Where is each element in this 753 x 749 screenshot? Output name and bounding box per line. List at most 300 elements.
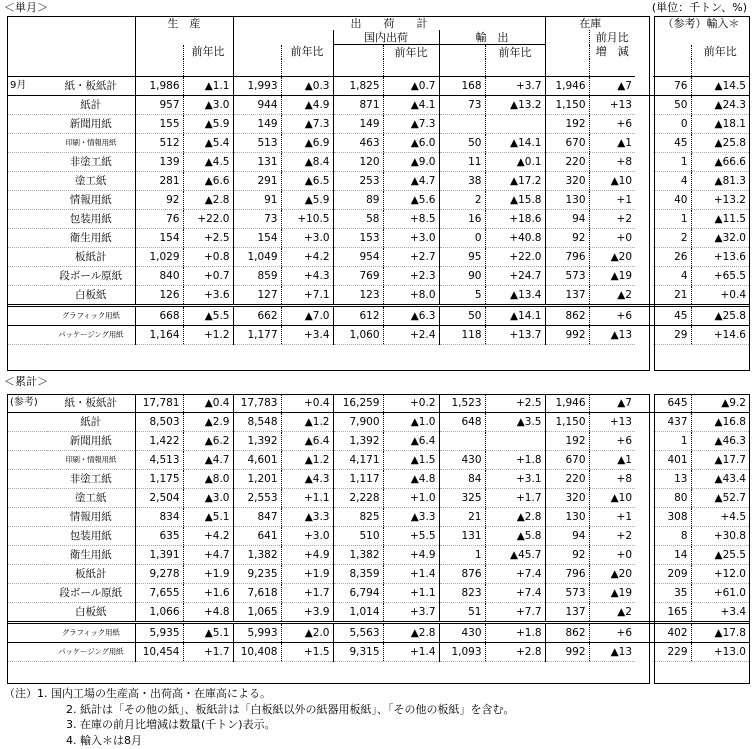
value-cell: 80 (653, 489, 691, 508)
row-label: 包装用紙 (47, 527, 135, 546)
value-cell: ▲0.4 (183, 394, 233, 413)
row-label: 衛生用紙 (47, 229, 135, 248)
value-cell: 1,201 (233, 470, 281, 489)
value-cell: 94 (545, 210, 589, 229)
value-cell: 92 (545, 229, 589, 248)
value-cell: +7.7 (485, 603, 545, 623)
value-cell: +1 (589, 508, 635, 527)
value-cell: 10,408 (233, 643, 281, 662)
value-cell: 149 (333, 115, 383, 134)
value-cell: 871 (333, 96, 383, 115)
row-label: 塗工紙 (47, 489, 135, 508)
value-cell: 1,422 (135, 432, 183, 451)
value-cell: 2,228 (333, 489, 383, 508)
value-cell: ▲10 (589, 172, 635, 191)
header-production: 生 産 (167, 16, 201, 30)
value-cell: +1.7 (183, 643, 233, 662)
value-cell: 118 (439, 326, 485, 345)
value-cell: +4.2 (281, 248, 333, 267)
value-cell: ▲13 (589, 643, 635, 662)
table-row (7, 432, 749, 451)
table-row (7, 326, 749, 345)
value-cell: 1,391 (135, 546, 183, 565)
value-cell: +1.1 (383, 584, 439, 603)
value-cell: 73 (233, 210, 281, 229)
value-cell: +4.7 (183, 546, 233, 565)
value-cell: 1,060 (333, 326, 383, 345)
value-cell: 26 (653, 248, 691, 267)
value-cell: 510 (333, 527, 383, 546)
value-cell: 126 (135, 286, 183, 306)
value-cell: 648 (439, 413, 485, 432)
value-cell: +22.0 (183, 210, 233, 229)
value-cell: ▲3.3 (383, 508, 439, 527)
value-cell: ▲13.2 (485, 96, 545, 115)
value-cell: 50 (439, 306, 485, 326)
value-cell: ▲2.8 (183, 191, 233, 210)
value-cell: +1.8 (485, 623, 545, 643)
period-cell (7, 508, 47, 527)
value-cell: 131 (233, 153, 281, 172)
value-cell: ▲6.3 (383, 306, 439, 326)
table-row (7, 286, 749, 306)
value-cell: +1.5 (281, 643, 333, 662)
period-cell (7, 565, 47, 584)
value-cell (439, 115, 485, 134)
value-cell: 155 (135, 115, 183, 134)
value-cell: ▲19 (589, 584, 635, 603)
value-cell: 1,392 (233, 432, 281, 451)
value-cell: +3.4 (691, 603, 749, 623)
value-cell: 84 (439, 470, 485, 489)
value-cell: ▲17.8 (691, 623, 749, 643)
value-cell: 4,601 (233, 451, 281, 470)
value-cell: ▲52.7 (691, 489, 749, 508)
value-cell: +3.0 (281, 229, 333, 248)
period-cell: (参考) (7, 394, 47, 413)
value-cell: 35 (653, 584, 691, 603)
value-cell: 573 (545, 584, 589, 603)
row-label: 白板紙 (47, 603, 135, 623)
value-cell: 1,065 (233, 603, 281, 623)
value-cell: ▲5.8 (485, 527, 545, 546)
value-cell: +0 (589, 229, 635, 248)
value-cell: 1,523 (439, 394, 485, 413)
row-label: 情報用紙 (47, 191, 135, 210)
value-cell: 91 (233, 191, 281, 210)
table-row (7, 267, 749, 286)
period-cell (7, 286, 47, 306)
value-cell: 1 (653, 210, 691, 229)
value-cell: ▲5.9 (281, 191, 333, 210)
row-label: 印刷・情報用紙 (47, 134, 135, 153)
value-cell: 668 (135, 306, 183, 326)
period-cell (7, 413, 47, 432)
period-cell (7, 96, 47, 115)
value-cell: 4,171 (333, 451, 383, 470)
value-cell: ▲4.1 (383, 96, 439, 115)
value-cell: 635 (135, 527, 183, 546)
row-label: 新聞用紙 (47, 432, 135, 451)
value-cell: +3.4 (281, 326, 333, 345)
value-cell: +14.6 (691, 326, 749, 345)
value-cell: 11 (439, 153, 485, 172)
value-cell: 14 (653, 546, 691, 565)
value-cell: ▲45.7 (485, 546, 545, 565)
value-cell: 992 (545, 643, 589, 662)
value-cell: +1 (589, 191, 635, 210)
value-cell: 662 (233, 306, 281, 326)
row-label: 板紙計 (47, 565, 135, 584)
value-cell: ▲14.1 (485, 134, 545, 153)
value-cell: 9,315 (333, 643, 383, 662)
value-cell: 89 (333, 191, 383, 210)
section-cumulative-label: ＜累計＞ (4, 375, 48, 388)
value-cell: +1.9 (183, 565, 233, 584)
table-row (7, 96, 749, 115)
value-cell: 130 (545, 191, 589, 210)
value-cell: 8,359 (333, 565, 383, 584)
value-cell: +8.5 (383, 210, 439, 229)
value-cell: +7.4 (485, 565, 545, 584)
value-cell: +2.4 (383, 326, 439, 345)
value-cell: ▲19 (589, 267, 635, 286)
value-cell: +3.7 (383, 603, 439, 623)
value-cell: +5.5 (383, 527, 439, 546)
value-cell: +3.9 (281, 603, 333, 623)
value-cell: 154 (233, 229, 281, 248)
period-cell (7, 584, 47, 603)
value-cell: 847 (233, 508, 281, 527)
value-cell: 76 (653, 77, 691, 96)
table-row (7, 191, 749, 210)
value-cell: 94 (545, 527, 589, 546)
value-cell: 1,986 (135, 77, 183, 96)
value-cell: 16,259 (333, 394, 383, 413)
value-cell: 90 (439, 267, 485, 286)
value-cell: 1,150 (545, 96, 589, 115)
value-cell: ▲20 (589, 565, 635, 584)
value-cell: +4.9 (281, 546, 333, 565)
value-cell (485, 115, 545, 134)
value-cell: 21 (439, 508, 485, 527)
value-cell: +13.2 (691, 191, 749, 210)
value-cell: 76 (135, 210, 183, 229)
value-cell: 17,781 (135, 394, 183, 413)
value-cell: 796 (545, 565, 589, 584)
value-cell: 463 (333, 134, 383, 153)
row-label: 新聞用紙 (47, 115, 135, 134)
period-cell (7, 489, 47, 508)
value-cell: +40.8 (485, 229, 545, 248)
value-cell: ▲1.1 (183, 77, 233, 96)
value-cell: 154 (135, 229, 183, 248)
value-cell: +0.7 (183, 267, 233, 286)
value-cell: +0.8 (183, 248, 233, 267)
header-import: （参考）輸入＊ (662, 16, 740, 30)
cumulative-table (7, 394, 749, 662)
value-cell: 1 (653, 432, 691, 451)
value-cell: ▲2.8 (485, 508, 545, 527)
value-cell: 430 (439, 451, 485, 470)
value-cell: +22.0 (485, 248, 545, 267)
value-cell: ▲0.1 (485, 153, 545, 172)
value-cell: +2.8 (485, 643, 545, 662)
table-row (7, 643, 749, 662)
header-yoy: 前年比 (691, 45, 749, 60)
table-row (7, 489, 749, 508)
value-cell: ▲1 (589, 451, 635, 470)
value-cell: 1,382 (333, 546, 383, 565)
value-cell: 7,618 (233, 584, 281, 603)
value-cell: +1.4 (383, 565, 439, 584)
monthly-table (7, 16, 749, 345)
row-label: 非塗工紙 (47, 470, 135, 489)
value-cell: 40 (653, 191, 691, 210)
value-cell: +6 (589, 623, 635, 643)
period-cell (7, 153, 47, 172)
value-cell: 859 (233, 267, 281, 286)
value-cell: +13 (589, 96, 635, 115)
value-cell: +4.8 (183, 603, 233, 623)
value-cell: ▲46.3 (691, 432, 749, 451)
value-cell: 51 (439, 603, 485, 623)
value-cell: 1,946 (545, 394, 589, 413)
value-cell: +1.2 (183, 326, 233, 345)
value-cell: 1,177 (233, 326, 281, 345)
value-cell: ▲2.0 (281, 623, 333, 643)
value-cell: 123 (333, 286, 383, 306)
value-cell: 220 (545, 153, 589, 172)
value-cell: +10.5 (281, 210, 333, 229)
table-row (7, 172, 749, 191)
value-cell: ▲6.0 (383, 134, 439, 153)
value-cell: +2.3 (383, 267, 439, 286)
value-cell: ▲8.4 (281, 153, 333, 172)
value-cell: 9,235 (233, 565, 281, 584)
row-label: パッケージング用紙 (47, 326, 135, 345)
value-cell: 5,563 (333, 623, 383, 643)
value-cell: 92 (135, 191, 183, 210)
value-cell: 4,513 (135, 451, 183, 470)
value-cell: 430 (439, 623, 485, 643)
value-cell: 2 (653, 229, 691, 248)
value-cell: ▲25.5 (691, 546, 749, 565)
value-cell: 220 (545, 470, 589, 489)
value-cell: 8,548 (233, 413, 281, 432)
value-cell: 192 (545, 432, 589, 451)
table-row (7, 565, 749, 584)
value-cell: +61.0 (691, 584, 749, 603)
value-cell: +2.5 (183, 229, 233, 248)
header-yoy: 前年比 (183, 45, 233, 60)
period-cell (7, 210, 47, 229)
value-cell: 401 (653, 451, 691, 470)
value-cell: +13 (589, 413, 635, 432)
value-cell: ▲24.3 (691, 96, 749, 115)
value-cell: +3.0 (281, 527, 333, 546)
value-cell: 50 (439, 134, 485, 153)
period-cell (7, 115, 47, 134)
value-cell: 209 (653, 565, 691, 584)
value-cell: +3.7 (485, 77, 545, 96)
value-cell: 862 (545, 306, 589, 326)
value-cell: ▲6.5 (281, 172, 333, 191)
row-label: 非塗工紙 (47, 153, 135, 172)
value-cell: 1,049 (233, 248, 281, 267)
row-label: 印刷・情報用紙 (47, 451, 135, 470)
value-cell: +0 (589, 546, 635, 565)
value-cell: ▲1.2 (281, 451, 333, 470)
value-cell: ▲9.2 (691, 394, 749, 413)
note-3: 3. 在庫の前月比増減は数量(千トン)表示。 (66, 718, 276, 731)
value-cell: +4.3 (281, 267, 333, 286)
value-cell: +1.7 (485, 489, 545, 508)
value-cell: +2.7 (383, 248, 439, 267)
cumulative-body (7, 394, 749, 662)
value-cell: +2.5 (485, 394, 545, 413)
header-export: 輸 出 (439, 30, 545, 45)
value-cell: 513 (233, 134, 281, 153)
value-cell: 16 (439, 210, 485, 229)
value-cell: 38 (439, 172, 485, 191)
value-cell: ▲1.0 (383, 413, 439, 432)
period-cell (7, 451, 47, 470)
row-label: 紙計 (47, 96, 135, 115)
value-cell: ▲8.0 (183, 470, 233, 489)
value-cell: +13.0 (691, 643, 749, 662)
header-mom-1: 前月比 (589, 30, 635, 45)
value-cell: ▲4.3 (281, 470, 333, 489)
value-cell: 320 (545, 172, 589, 191)
value-cell: 1,029 (135, 248, 183, 267)
table-row (7, 210, 749, 229)
value-cell: +4.9 (383, 546, 439, 565)
header-mom-2: 増 減 (589, 45, 635, 60)
value-cell: +24.7 (485, 267, 545, 286)
period-cell (7, 470, 47, 489)
value-cell: 13 (653, 470, 691, 489)
value-cell: +2 (589, 210, 635, 229)
value-cell: 7,900 (333, 413, 383, 432)
row-label: 情報用紙 (47, 508, 135, 527)
value-cell: +8.0 (383, 286, 439, 306)
value-cell: ▲17.2 (485, 172, 545, 191)
value-cell: ▲16.8 (691, 413, 749, 432)
value-cell: 130 (545, 508, 589, 527)
value-cell: 1 (653, 153, 691, 172)
value-cell: +8 (589, 153, 635, 172)
header-yoy: 前年比 (383, 45, 439, 60)
value-cell: 137 (545, 603, 589, 623)
row-label: 段ボール原紙 (47, 267, 135, 286)
table-row (7, 229, 749, 248)
value-cell: 9,278 (135, 565, 183, 584)
value-cell: 670 (545, 451, 589, 470)
period-cell (7, 134, 47, 153)
value-cell: 796 (545, 248, 589, 267)
value-cell: 1 (439, 546, 485, 565)
value-cell: +30.8 (691, 527, 749, 546)
value-cell: ▲2 (589, 603, 635, 623)
value-cell: ▲3.3 (281, 508, 333, 527)
unit-label: (単位：千トン、%) (651, 1, 747, 14)
period-cell (7, 191, 47, 210)
value-cell: ▲7 (589, 394, 635, 413)
note-1: （注）1. 国内工場の生産高・出荷高・在庫高による。 (4, 687, 271, 700)
value-cell: 58 (333, 210, 383, 229)
monthly-header (7, 16, 749, 77)
period-cell (7, 306, 47, 326)
notes (4, 686, 515, 748)
value-cell: ▲6.2 (183, 432, 233, 451)
value-cell: 120 (333, 153, 383, 172)
value-cell: 192 (545, 115, 589, 134)
value-cell: 512 (135, 134, 183, 153)
value-cell: ▲5.9 (183, 115, 233, 134)
period-cell (7, 527, 47, 546)
value-cell: ▲6.4 (281, 432, 333, 451)
value-cell: 5,993 (233, 623, 281, 643)
value-cell: 1,825 (333, 77, 383, 96)
value-cell: +6 (589, 115, 635, 134)
value-cell: 1,993 (233, 77, 281, 96)
value-cell: ▲3.0 (183, 489, 233, 508)
table-row (7, 115, 749, 134)
value-cell: ▲5.6 (383, 191, 439, 210)
period-cell (7, 267, 47, 286)
value-cell (485, 432, 545, 451)
row-label: 紙・板紙計 (47, 77, 135, 96)
value-cell: ▲1.5 (383, 451, 439, 470)
value-cell: 253 (333, 172, 383, 191)
value-cell: 5,935 (135, 623, 183, 643)
value-cell: +18.6 (485, 210, 545, 229)
value-cell: 149 (233, 115, 281, 134)
value-cell: 0 (439, 229, 485, 248)
value-cell: 6,794 (333, 584, 383, 603)
note-4: 4. 輸入＊は8月 (66, 733, 142, 747)
value-cell: 281 (135, 172, 183, 191)
value-cell: ▲4.7 (383, 172, 439, 191)
period-cell: 9月 (7, 77, 47, 96)
row-label: 包装用紙 (47, 210, 135, 229)
value-cell: 1,093 (439, 643, 485, 662)
period-cell (7, 432, 47, 451)
value-cell: ▲66.6 (691, 153, 749, 172)
value-cell: 45 (653, 306, 691, 326)
row-label: 段ボール原紙 (47, 584, 135, 603)
value-cell: ▲17.7 (691, 451, 749, 470)
value-cell: 4 (653, 172, 691, 191)
value-cell: ▲5.5 (183, 306, 233, 326)
value-cell: ▲6.9 (281, 134, 333, 153)
row-label: 紙・板紙計 (47, 394, 135, 413)
table-row (7, 306, 749, 326)
value-cell: ▲9.0 (383, 153, 439, 172)
value-cell: +13.7 (485, 326, 545, 345)
period-cell (7, 623, 47, 643)
value-cell: 1,117 (333, 470, 383, 489)
table-row (7, 248, 749, 267)
period-cell (7, 248, 47, 267)
value-cell: 165 (653, 603, 691, 623)
value-cell: +0.2 (383, 394, 439, 413)
value-cell: ▲15.8 (485, 191, 545, 210)
value-cell: 153 (333, 229, 383, 248)
period-cell (7, 643, 47, 662)
value-cell: ▲2 (589, 286, 635, 306)
